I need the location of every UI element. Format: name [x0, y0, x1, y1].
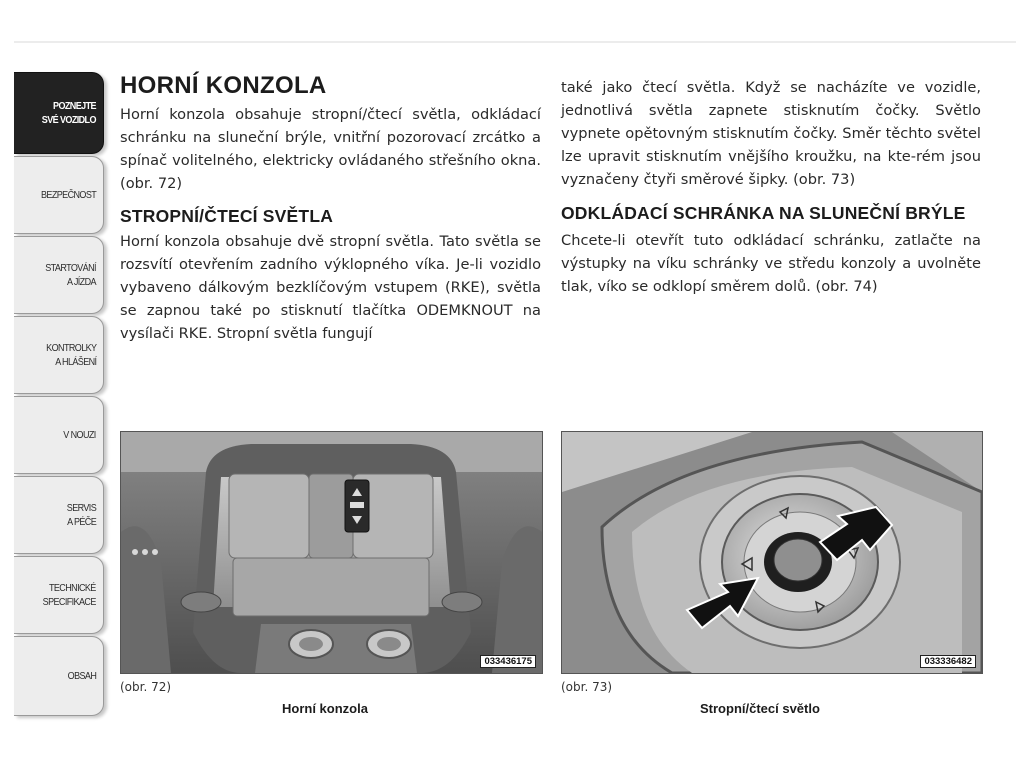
tab-label: SERVIS A PÉČE — [66, 502, 96, 528]
figure-code: 033336482 — [920, 655, 976, 668]
page-title: HORNÍ KONZOLA — [120, 72, 327, 99]
tab-startovani-a-jizda[interactable] — [14, 236, 104, 314]
tab-label: KONTROLKY A HLÁŠENÍ — [45, 342, 96, 368]
tab-kontrolky-a-hlaseni[interactable] — [14, 316, 104, 394]
figure-ref: (obr. 73) — [561, 680, 613, 694]
right-column — [561, 76, 981, 298]
figure-ref: (obr. 72) — [120, 680, 172, 694]
tab-label: TECHNICKÉ SPECIFIKACE — [42, 582, 96, 608]
section-heading-sunglasses: ODKLÁDACÍ SCHRÁNKA NA SLUNEČNÍ BRÝLE — [561, 203, 966, 223]
sunglasses-paragraph: Chcete-li otevřít tuto odkládací schránku, zatlačte na výstupky na víku schránky ve středu konzoly a uvolněte tlak, víko se odklopí směrem dolů. (obr. 74) — [561, 232, 981, 295]
lights-paragraph: Horní konzola obsahuje dvě stropní světla. Tato světla se rozsvítí otevřením zadního výklopného víka. Je-li vozidlo vybaveno dálkovým bezklíčovým vstupem (RKE), světla se zapnou také po stisknutí tlačítka ODEMKNOUT na vysílači RKE. Stropní světla fungují — [120, 233, 541, 342]
tab-label: POZNEJTE SVÉ VOZIDLO — [41, 100, 96, 126]
intro-paragraph: Horní konzola obsahuje stropní/čtecí světla, odkládací schránku na sluneční brýle, vnitřní pozorovací zrcátko a spínač volitelného, elektricky ovládaného střešního okna. (obr. 72) — [120, 106, 541, 192]
tab-poznejte-sve-vozidlo[interactable] — [14, 72, 104, 154]
lights-paragraph-continued: také jako čtecí světla. Když se nacházíte ve vozidle, jednotlivá světla zapnete stisknutím čočky. Světlo vypnete opětovným stisknutím čočky. Směr těchto světel lze upravit stisknutím vnějšího kroužku, na kte-rém jsou vyznačeny čtyři směrové šipky. (obr. 73) — [561, 79, 981, 188]
tab-obsah[interactable] — [14, 636, 104, 716]
figure-overhead-console — [120, 431, 543, 674]
tab-v-nouzi[interactable] — [14, 396, 104, 474]
tab-label: STARTOVÁNÍ A JÍZDA — [45, 262, 96, 288]
tab-label: BEZPEČNOST — [40, 189, 96, 201]
figure-caption: Stropní/čtecí světlo — [700, 701, 820, 716]
tab-servis-a-pece[interactable] — [14, 476, 104, 554]
section-heading-lights: STROPNÍ/ČTECÍ SVĚTLA — [120, 206, 334, 226]
tab-label: OBSAH — [67, 670, 96, 682]
tab-bezpecnost[interactable] — [14, 156, 104, 234]
left-column — [120, 72, 541, 345]
tab-label: V NOUZI — [63, 429, 96, 441]
overhead-console-illustration — [121, 432, 542, 673]
reading-light-illustration — [562, 432, 982, 673]
figure-code: 033436175 — [480, 655, 536, 668]
figure-reading-light — [561, 431, 983, 674]
tab-technicke-specifikace[interactable] — [14, 556, 104, 634]
figure-caption: Horní konzola — [282, 701, 368, 716]
top-divider — [14, 41, 1016, 43]
